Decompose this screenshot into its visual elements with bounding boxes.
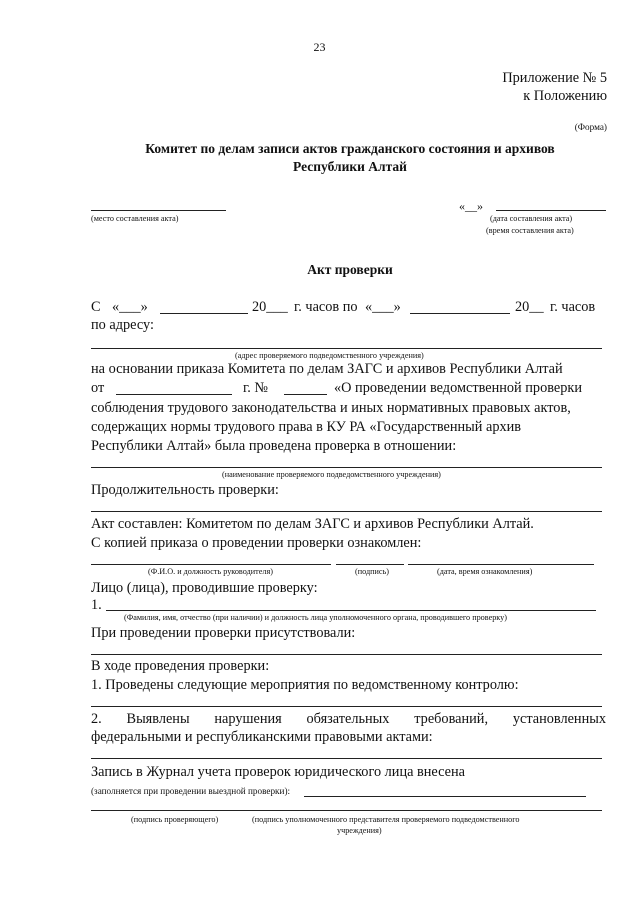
period-line1 bbox=[160, 313, 248, 314]
inspectors-item-number: 1. bbox=[91, 597, 102, 613]
period-year1: 20___ bbox=[252, 299, 288, 315]
item2-line1: 2. Выявлены нарушения обязательных требований, установленных bbox=[91, 711, 606, 727]
basis-number-line bbox=[284, 394, 327, 395]
duration-label: Продолжительность проверки: bbox=[91, 482, 279, 498]
period-quote2: «___» bbox=[365, 299, 401, 315]
date-time-line bbox=[408, 564, 594, 565]
act-title: Акт проверки bbox=[307, 262, 393, 277]
basis-line4: содержащих нормы трудового права в КУ РА «Государственный архив bbox=[91, 419, 522, 435]
date-time-caption: (дата, время ознакомления) bbox=[437, 567, 533, 576]
journal-fill-line bbox=[304, 796, 586, 797]
final-signature-line bbox=[91, 810, 602, 811]
basis-line3: соблюдения трудового законодательства и иных нормативных правовых актов, bbox=[91, 400, 571, 416]
time-caption: (время составления акта) bbox=[486, 226, 574, 235]
page-number: 23 bbox=[313, 40, 326, 54]
place-caption: (место составления акта) bbox=[91, 214, 179, 223]
basis-g-no: г. № bbox=[243, 380, 269, 396]
basis-date-line bbox=[116, 394, 232, 395]
date-caption: (дата составления акта) bbox=[490, 214, 573, 223]
duration-line bbox=[91, 511, 602, 512]
signature-caption: (подпись) bbox=[355, 567, 389, 576]
item1-line bbox=[91, 706, 602, 707]
fio-line bbox=[91, 564, 331, 565]
address-line bbox=[91, 348, 602, 349]
form-label: (Форма) bbox=[574, 122, 607, 132]
representative-signature-caption-line1: (подпись уполномоченного представителя проверяемого подведомственного bbox=[252, 815, 520, 824]
place-line bbox=[91, 210, 226, 211]
journal-line1: Запись в Журнал учета проверок юридического лица внесена bbox=[91, 764, 465, 780]
basis-order-title: «О проведении ведомственной проверки bbox=[334, 380, 582, 396]
date-quote: «__» bbox=[459, 199, 483, 213]
institution-caption: (наименование проверяемого подведомственного учреждения) bbox=[222, 470, 441, 479]
item2-line bbox=[91, 758, 602, 759]
period-year2: 20__ bbox=[515, 299, 544, 315]
period-quote1: «___» bbox=[112, 299, 148, 315]
basis-from: от bbox=[91, 380, 105, 396]
fio-caption: (Ф.И.О. и должность руководителя) bbox=[148, 567, 273, 576]
period-middle: г. часов по bbox=[294, 299, 358, 315]
representative-signature-caption-line2: учреждения) bbox=[337, 826, 382, 835]
present-line bbox=[91, 654, 602, 655]
appendix-reference: к Положению bbox=[523, 88, 607, 104]
during-label: В ходе проведения проверки: bbox=[91, 658, 270, 674]
inspectors-caption: (Фамилия, имя, отчество (при наличии) и должность лица уполномоченного органа, проводившего проверку) bbox=[124, 613, 507, 622]
familiarized: С копией приказа о проведении проверки ознакомлен: bbox=[91, 535, 422, 551]
institution-line bbox=[91, 467, 602, 468]
present-label: При проведении проверки присутствовали: bbox=[91, 625, 356, 641]
inspector-signature-caption: (подпись проверяющего) bbox=[131, 815, 219, 824]
inspectors-label: Лицо (лица), проводившие проверку: bbox=[91, 580, 318, 596]
org-title-line2: Республики Алтай bbox=[293, 159, 407, 174]
period-tail: г. часов bbox=[550, 299, 596, 315]
org-title-line1: Комитет по делам записи актов гражданского состояния и архивов bbox=[145, 141, 555, 156]
inspectors-line bbox=[106, 610, 596, 611]
period-c: С bbox=[91, 299, 101, 315]
date-line bbox=[496, 210, 606, 211]
journal-line2: (заполняется при проведении выездной проверки): bbox=[91, 786, 291, 796]
compiled-by: Акт составлен: Комитетом по делам ЗАГС и архивов Республики Алтай. bbox=[91, 516, 534, 532]
address-caption: (адрес проверяемого подведомственного учреждения) bbox=[235, 351, 424, 360]
basis-line1: на основании приказа Комитета по делам ЗАГС и архивов Республики Алтай bbox=[91, 361, 563, 377]
item1: 1. Проведены следующие мероприятия по ведомственному контролю: bbox=[91, 677, 519, 693]
period-line2 bbox=[410, 313, 510, 314]
item2-line2: федеральными и республиканскими правовыми актами: bbox=[91, 729, 433, 745]
appendix-title: Приложение № 5 bbox=[502, 70, 607, 86]
address-label: по адресу: bbox=[91, 317, 154, 333]
signature-line bbox=[336, 564, 404, 565]
basis-line5: Республики Алтай» была проведена проверка в отношении: bbox=[91, 438, 457, 454]
